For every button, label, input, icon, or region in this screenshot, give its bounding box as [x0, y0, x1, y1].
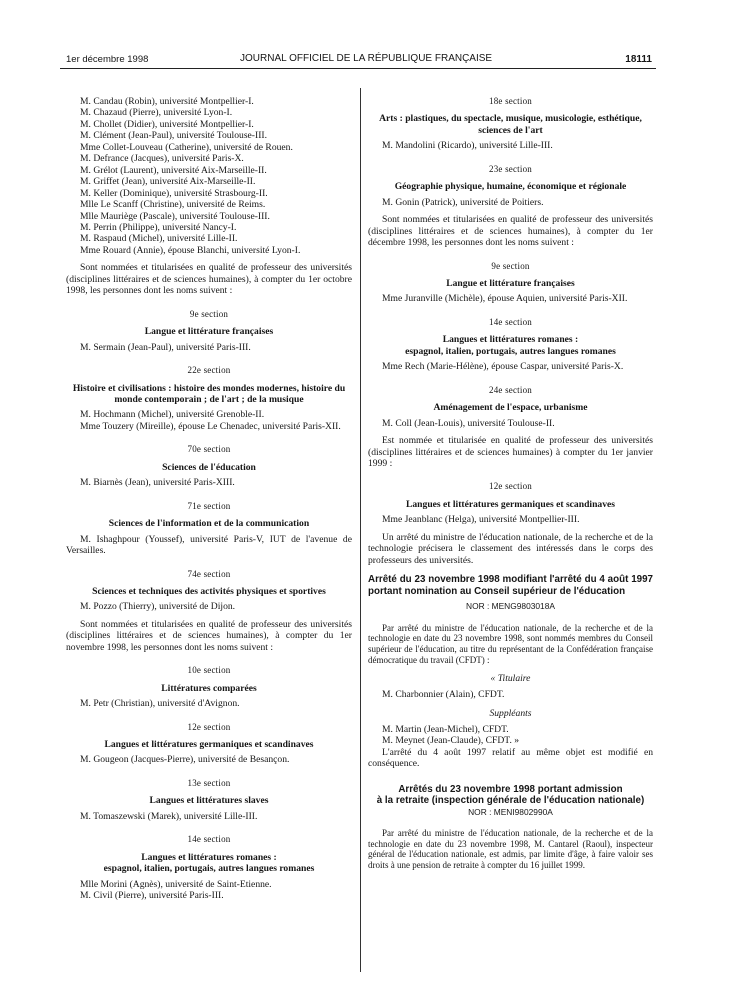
list-item: M. Griffet (Jean), université Aix-Marseille-II.: [80, 176, 256, 188]
list-item: M. Clément (Jean-Paul), université Toulouse-III.: [80, 130, 267, 142]
list-item: M. Martin (Jean-Michel), CFDT.: [382, 723, 509, 735]
paragraph: Un arrêté du ministre de l'éducation nationale, de la recherche et de la technologie précisera le classement des intéressés dans le corps des professeurs des universités.: [368, 531, 653, 566]
list-item: M. Chollet (Didier), université Montpellier-I.: [80, 118, 254, 130]
list-item: M. Candau (Robin), université Montpellier-I.: [80, 96, 254, 107]
list-item: M. Coll (Jean-Louis), université Toulouse-II.: [382, 417, 555, 429]
section-label: 18e section: [489, 96, 532, 106]
decree-text: Par arrêté du ministre de l'éducation nationale, de la recherche et de la technologie en date du 23 novembre 1998, sont nommés membres du Conseil supérieur de l'éducation, au titre du représentant de la Confédération française démocratique du travail (CFDT) :: [368, 622, 653, 665]
decree-title: à la retraite (inspection générale de l'éducation nationale): [376, 795, 645, 807]
column-divider: [360, 88, 361, 972]
list-item: M. Mandolini (Ricardo), université Lille-III.: [382, 140, 553, 152]
section-label: 13e section: [187, 777, 231, 788]
list-item: M. Pozzo (Thierry), université de Dijon.: [80, 601, 236, 613]
section-title: Sciences et techniques des activités physiques et sportives: [92, 585, 326, 597]
section-label: 9e section: [189, 308, 229, 319]
subheading-titulaire: « Titulaire: [490, 673, 531, 685]
list-item: M. Ishaghpour (Youssef), université Paris-V, IUT de l'avenue de Versailles.: [66, 533, 352, 557]
section-label: 74e section: [187, 568, 231, 579]
section-label: 10e section: [187, 665, 231, 676]
list-item: Mme Jeanblanc (Helga), université Montpellier-III.: [382, 514, 580, 526]
section-title: Histoire et civilisations : histoire des mondes modernes, histoire du monde contemporain ; de l'art ; de la musique: [72, 382, 346, 405]
section-label: 14e section: [187, 834, 231, 845]
list-item: M. Tomaszewski (Marek), université Lille-III.: [80, 810, 258, 822]
section-title: Langues et littératures germaniques et scandinaves: [104, 739, 314, 751]
section-label: 23e section: [489, 163, 532, 174]
list-item: M. Keller (Dominique), université Strasbourg-II.: [80, 187, 268, 199]
list-item: M. Gonin (Patrick), université de Poitiers.: [382, 196, 544, 208]
page-header: [60, 52, 656, 69]
paragraph: L'arrêté du 4 août 1997 relatif au même objet est modifié en conséquence.: [368, 746, 653, 770]
list-item: M. Biarnès (Jean), université Paris-XIII.: [80, 477, 235, 489]
list-item: M. Petr (Christian), université d'Avignon.: [80, 698, 240, 710]
section-title: espagnol, italien, portugais, autres langues romanes: [103, 863, 315, 875]
list-item: M. Raspaud (Michel), université Lille-II.: [80, 233, 238, 245]
header-journal-title: JOURNAL OFFICIEL DE LA RÉPUBLIQUE FRANÇAISE: [240, 53, 493, 64]
header-page-number: 18111: [625, 54, 652, 65]
list-item: Mme Rech (Marie-Hélène), épouse Caspar, université Paris-X.: [382, 361, 624, 373]
section-title: Langues et littératures romanes :: [442, 334, 579, 346]
section-title: Arts : plastiques, du spectacle, musique, musicologie, esthétique, sciences de l'art: [379, 113, 642, 136]
section-label: 71e section: [187, 500, 231, 511]
section-title: Langues et littératures slaves: [149, 795, 269, 807]
section-title: espagnol, italien, portugais, autres langues romanes: [405, 345, 616, 357]
list-item: M. Sermain (Jean-Paul), université Paris-III.: [80, 341, 251, 353]
list-item: M. Meynet (Jean-Claude), CFDT. »: [382, 735, 520, 747]
list-item: Mme Touzery (Mireille), épouse Le Chenadec, université Paris-XII.: [80, 420, 341, 432]
decree-title: Arrêté du 23 novembre 1998 modifiant l'arrêté du 4 août 1997 portant nomination au Conseil supérieur de l'éducation: [368, 574, 653, 597]
section-title: Sciences de l'information et de la communication: [108, 518, 310, 530]
list-item: M. Gougeon (Jacques-Pierre), université de Besançon.: [80, 754, 290, 766]
list-item: M. Defrance (Jacques), université Paris-X.: [80, 153, 244, 165]
section-title: Langues et littératures romanes :: [141, 851, 277, 863]
section-label: 70e section: [187, 444, 231, 455]
list-item: Mme Collet-Louveau (Catherine), université de Rouen.: [80, 141, 293, 153]
section-title: Géographie physique, humaine, économique et régionale: [394, 181, 627, 193]
section-label: 12e section: [187, 721, 231, 732]
list-item: Mme Juranville (Michèle), épouse Aquien, université Paris-XII.: [382, 293, 628, 305]
list-item: M. Grélot (Laurent), université Aix-Marseille-II.: [80, 164, 267, 176]
paragraph: Sont nommées et titularisées en qualité de professeur des universités (disciplines littéraires et de sciences humaines), à compter du 1er novembre 1998, les personnes dont les noms suivent :: [66, 618, 352, 653]
left-column: [66, 96, 352, 902]
paragraph: Sont nommées et titularisées en qualité de professeur des universités (disciplines littéraires et de sciences humaines), à compter du 1er octobre 1998, les personnes dont les noms suivent :: [66, 262, 352, 297]
decree-title: Arrêtés du 23 novembre 1998 portant admission: [398, 783, 623, 795]
nor-reference: NOR : MENG9803018A: [466, 601, 555, 612]
right-column: [368, 96, 653, 871]
decree-text: Par arrêté du ministre de l'éducation nationale, de la recherche et de la technologie en date du 23 novembre 1998, M. Cantarel (Raoul), inspecteur général de l'éducation nationale, est admis, par limite d'âge, à faire valoir ses droits à une pension de retraite à compter du 16 juillet 1999.: [368, 828, 653, 871]
header-date: 1er décembre 1998: [66, 54, 149, 65]
section-title: Littératures comparées: [161, 682, 257, 694]
paragraph: Est nommée et titularisée en qualité de professeur des universités (disciplines littéraires et de sciences humaines) à compter du 1er janvier 1999 :: [368, 435, 653, 469]
list-item: Mlle Morini (Agnès), université de Saint-Etienne.: [80, 878, 272, 890]
list-item: M. Chazaud (Pierre), université Lyon-I.: [80, 107, 233, 119]
list-item: M. Charbonnier (Alain), CFDT.: [382, 688, 505, 700]
section-title: Langue et littérature françaises: [144, 326, 274, 338]
section-label: 24e section: [489, 384, 532, 395]
list-item: M. Perrin (Philippe), université Nancy-I.: [80, 221, 237, 233]
section-title: Aménagement de l'espace, urbanisme: [433, 402, 588, 414]
list-item: M. Hochmann (Michel), université Grenoble-II.: [80, 409, 265, 421]
section-label: 9e section: [491, 260, 530, 271]
list-item: M. Civil (Pierre), université Paris-III.: [80, 890, 224, 902]
paragraph: Sont nommées et titularisées en qualité de professeur des universités (disciplines littéraires et de sciences humaines), à compter du 1er décembre 1998, les personnes dont les noms suivent :: [368, 214, 653, 249]
section-label: 14e section: [489, 316, 532, 327]
section-title: Langues et littératures germaniques et scandinaves: [405, 498, 615, 510]
section-label: 12e section: [489, 481, 532, 492]
section-label: 22e section: [187, 365, 231, 376]
section-title: Sciences de l'éducation: [162, 461, 256, 473]
list-item: Mlle Le Scanff (Christine), université de Reims.: [80, 199, 266, 211]
list-item: Mlle Mauriège (Pascale), université Toulouse-III.: [80, 210, 270, 222]
nor-reference: NOR : MENI9802990A: [468, 806, 553, 817]
list-item: Mme Rouard (Annie), épouse Blanchi, université Lyon-I.: [80, 244, 301, 256]
subheading-suppleants: Suppléants: [489, 708, 532, 720]
section-title: Langue et littérature françaises: [446, 277, 575, 289]
